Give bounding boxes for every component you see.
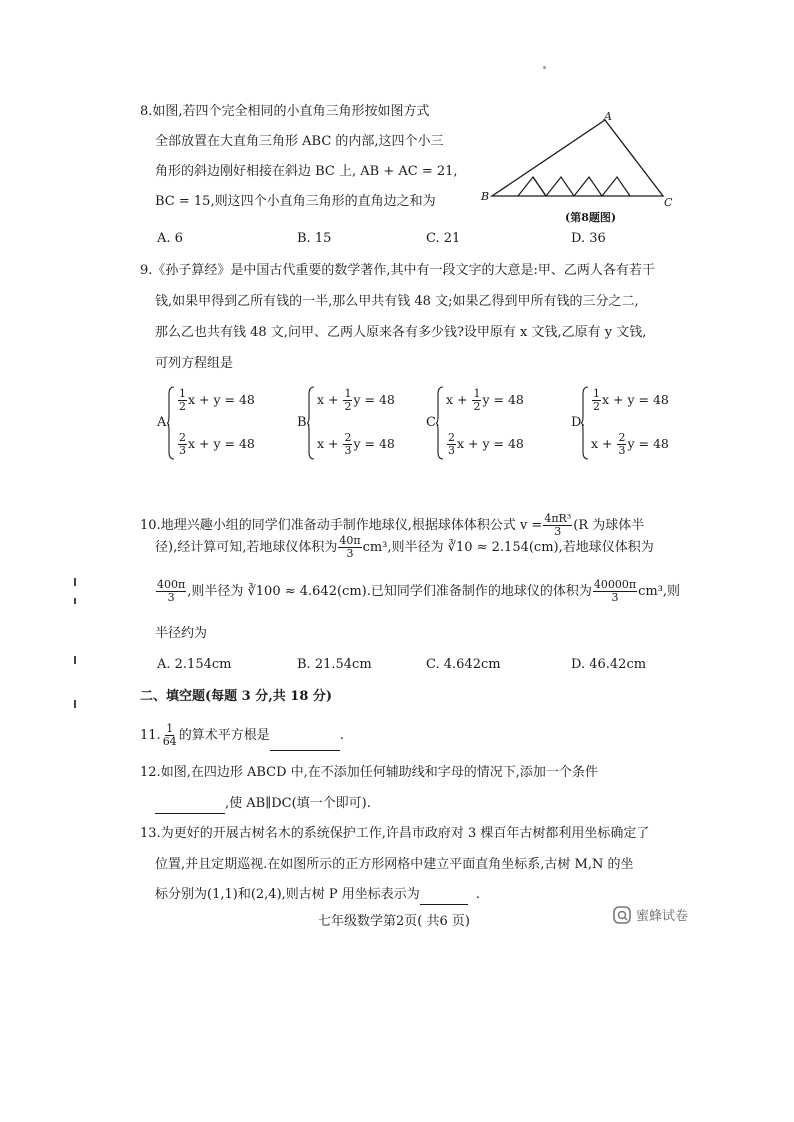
frac-den: 2 bbox=[344, 400, 352, 413]
q12-answer-blank[interactable] bbox=[155, 795, 225, 814]
q9-option-a-letter: A. bbox=[157, 415, 171, 430]
frac-den: 3 bbox=[179, 444, 186, 457]
frac-num: 2 bbox=[344, 431, 352, 444]
q13-line2: 位置,并且定期巡视.在如图所示的正方形网格中建立平面直角坐标系,古树 M,N 的坐 bbox=[155, 857, 634, 872]
q8-line3: 角形的斜边刚好相接在斜边 BC 上, AB + AC = 21, bbox=[155, 164, 458, 179]
q9-line3: 那么乙也共有钱 48 文,问甲、乙两人原来各有多少钱?设甲原有 x 文钱,乙原有 y 文钱, bbox=[155, 325, 647, 340]
q11-end: . bbox=[339, 728, 344, 743]
q9-c-eq2 bbox=[446, 432, 524, 457]
q9-b-eq1 bbox=[317, 388, 395, 413]
watermark-logo-icon bbox=[613, 906, 631, 924]
brace-icon bbox=[581, 386, 589, 460]
q10-text2b: cm³,则半径为 ∛10 ≈ 2.154(cm),若地球仪体积为 bbox=[362, 540, 654, 555]
eq-pre: x + bbox=[317, 392, 343, 407]
frac-den: 2 bbox=[179, 400, 186, 413]
q10-option-b: B. 21.54cm bbox=[297, 657, 372, 672]
frac-num: 1 bbox=[473, 387, 481, 400]
q8-figure-caption: (第8题图) bbox=[565, 211, 617, 224]
q9-a-eq2 bbox=[177, 432, 255, 457]
q13-line3 bbox=[155, 886, 480, 905]
eq-post: x + y = 48 bbox=[457, 436, 524, 451]
frac-num: 400π bbox=[157, 578, 186, 591]
q8-option-d: D. 36 bbox=[571, 231, 606, 246]
q10-text3a: ,则半径为 ∛100 ≈ 4.642(cm).已知同学们准备制作的地球仪的体积为 bbox=[187, 584, 592, 599]
q9-b-eq2 bbox=[317, 432, 395, 457]
watermark-text: 蜜蜂试卷 bbox=[636, 909, 689, 924]
frac-den: 3 bbox=[554, 525, 562, 538]
eq-pre: x + bbox=[446, 392, 472, 407]
frac-num: 2 bbox=[179, 431, 186, 444]
frac-num: 1 bbox=[593, 387, 600, 400]
frac-den: 2 bbox=[473, 400, 481, 413]
q8-option-b: B. 15 bbox=[297, 231, 332, 246]
scan-mark bbox=[74, 656, 76, 664]
q11-text: 的算术平方根是 bbox=[178, 728, 270, 743]
frac-num: 1 bbox=[179, 387, 186, 400]
q9-option-b-letter: B. bbox=[297, 415, 311, 430]
q9-d-eq1 bbox=[591, 388, 669, 413]
eq-post: y = 48 bbox=[482, 392, 524, 407]
q8-label-b: B bbox=[481, 190, 490, 203]
q10-line4: 半径约为 bbox=[155, 626, 208, 641]
brace-icon bbox=[167, 386, 175, 460]
q9-option-c bbox=[426, 386, 546, 460]
frac-num: 1 bbox=[344, 387, 352, 400]
scan-mark bbox=[74, 598, 76, 604]
brace-icon bbox=[307, 386, 315, 460]
q9-option-d-letter: D. bbox=[571, 415, 586, 430]
frac-num: 1 bbox=[166, 722, 174, 735]
watermark bbox=[613, 905, 688, 924]
frac-num: 4πR³ bbox=[544, 512, 572, 525]
q9-text1: 《孙子算经》是中国古代重要的数学著作,其中有一段文字的大意是:甲、乙两人各有若干 bbox=[152, 263, 655, 278]
q10-option-d: D. 46.42cm bbox=[571, 657, 647, 672]
q13-answer-blank[interactable] bbox=[420, 886, 468, 905]
q10-option-a: A. 2.154cm bbox=[157, 657, 232, 672]
q9-option-b bbox=[297, 386, 417, 460]
q9-d-eq2 bbox=[591, 432, 669, 457]
q12-text1: 如图,在四边形 ABCD 中,在不添加任何辅助线和字母的情况下,添加一个条件 bbox=[160, 765, 598, 780]
scan-mark bbox=[74, 578, 76, 586]
eq-post: y = 48 bbox=[627, 436, 669, 451]
q9-line2: 钱,如果甲得到乙所有钱的一半,那么甲共有钱 48 文;如果乙得到甲所有钱的三分之二, bbox=[155, 294, 639, 309]
frac-den: 2 bbox=[593, 400, 600, 413]
q13-line1 bbox=[140, 825, 649, 843]
q8-option-c: C. 21 bbox=[426, 231, 461, 246]
q10-text1a: 地理兴趣小组的同学们准备动手制作地球仪,根据球体体积公式 v = bbox=[160, 518, 543, 533]
eq-post: x + y = 48 bbox=[602, 392, 669, 407]
frac-den: 3 bbox=[167, 591, 175, 604]
frac-num: 40000π bbox=[593, 578, 637, 591]
q8-label-a: A bbox=[604, 110, 612, 123]
frac-den: 3 bbox=[618, 444, 626, 457]
q8-figure bbox=[475, 105, 680, 215]
q10-text1b: (R 为球体半 bbox=[573, 518, 645, 533]
section-2-heading: 二、填空题(每题 3 分,共 18 分) bbox=[140, 689, 333, 704]
q10-number: 10. bbox=[140, 518, 161, 533]
q10-text2a: 径),经计算可知,若地球仪体积为 bbox=[155, 540, 338, 555]
q9-option-a bbox=[157, 386, 277, 460]
frac-num: 2 bbox=[618, 431, 626, 444]
eq-pre: x + bbox=[317, 436, 343, 451]
frac-den: 3 bbox=[448, 444, 455, 457]
frac-den: 3 bbox=[346, 547, 354, 560]
eq-post: x + y = 48 bbox=[188, 392, 255, 407]
q13-text3: 标分别为(1,1)和(2,4),则古树 P 用坐标表示为 bbox=[155, 887, 420, 902]
q9-c-eq1 bbox=[446, 388, 524, 413]
q12-text2: ,使 AB∥DC(填一个即可). bbox=[225, 796, 371, 811]
q9-option-d bbox=[571, 386, 691, 460]
q12-line1 bbox=[140, 764, 598, 782]
q8-option-a: A. 6 bbox=[157, 231, 183, 246]
frac-num: 40π bbox=[339, 534, 361, 547]
q10-option-c: C. 4.642cm bbox=[426, 657, 501, 672]
frac-den: 3 bbox=[611, 591, 619, 604]
q8-line4: BC = 15,则这四个小直角三角形的直角边之和为 bbox=[155, 194, 436, 209]
q12-line2 bbox=[155, 795, 371, 814]
q9-line1 bbox=[140, 262, 655, 280]
frac-num: 2 bbox=[448, 431, 455, 444]
q10-line3 bbox=[155, 576, 680, 608]
q9-a-eq1 bbox=[177, 388, 255, 413]
q9-option-c-letter: C. bbox=[426, 415, 440, 430]
frac-den: 64 bbox=[162, 735, 177, 748]
question-11 bbox=[140, 722, 344, 751]
eq-post: y = 48 bbox=[353, 392, 395, 407]
q8-label-c: C bbox=[664, 196, 673, 209]
q11-answer-blank[interactable] bbox=[270, 722, 340, 751]
brace-icon bbox=[436, 386, 444, 460]
scan-dot bbox=[543, 66, 546, 69]
page-footer: 七年级数学第2页( 共6 页) bbox=[318, 914, 470, 929]
q9-number: 9. bbox=[140, 263, 153, 278]
q8-line2: 全部放置在大直角三角形 ABC 的内部,这四个小三 bbox=[155, 134, 444, 149]
scan-mark bbox=[74, 700, 76, 708]
q12-number: 12. bbox=[140, 765, 161, 780]
q13-text1: 为更好的开展古树名木的系统保护工作,许昌市政府对 3 棵百年古树都利用坐标确定了 bbox=[160, 826, 650, 841]
q11-number: 11. bbox=[140, 728, 161, 743]
eq-post: y = 48 bbox=[353, 436, 395, 451]
q13-end: . bbox=[475, 887, 480, 902]
q8-text1: 如图,若四个完全相同的小直角三角形按如图方式 bbox=[152, 104, 430, 119]
q10-text3b: cm³,则 bbox=[638, 584, 681, 599]
eq-pre: x + bbox=[591, 436, 617, 451]
q10-line2 bbox=[155, 532, 654, 564]
frac-den: 3 bbox=[344, 444, 352, 457]
q13-number: 13. bbox=[140, 826, 161, 841]
q8-line1 bbox=[140, 103, 430, 121]
eq-post: x + y = 48 bbox=[188, 436, 255, 451]
q8-number: 8. bbox=[140, 104, 153, 119]
q9-line4: 可列方程组是 bbox=[155, 356, 234, 371]
